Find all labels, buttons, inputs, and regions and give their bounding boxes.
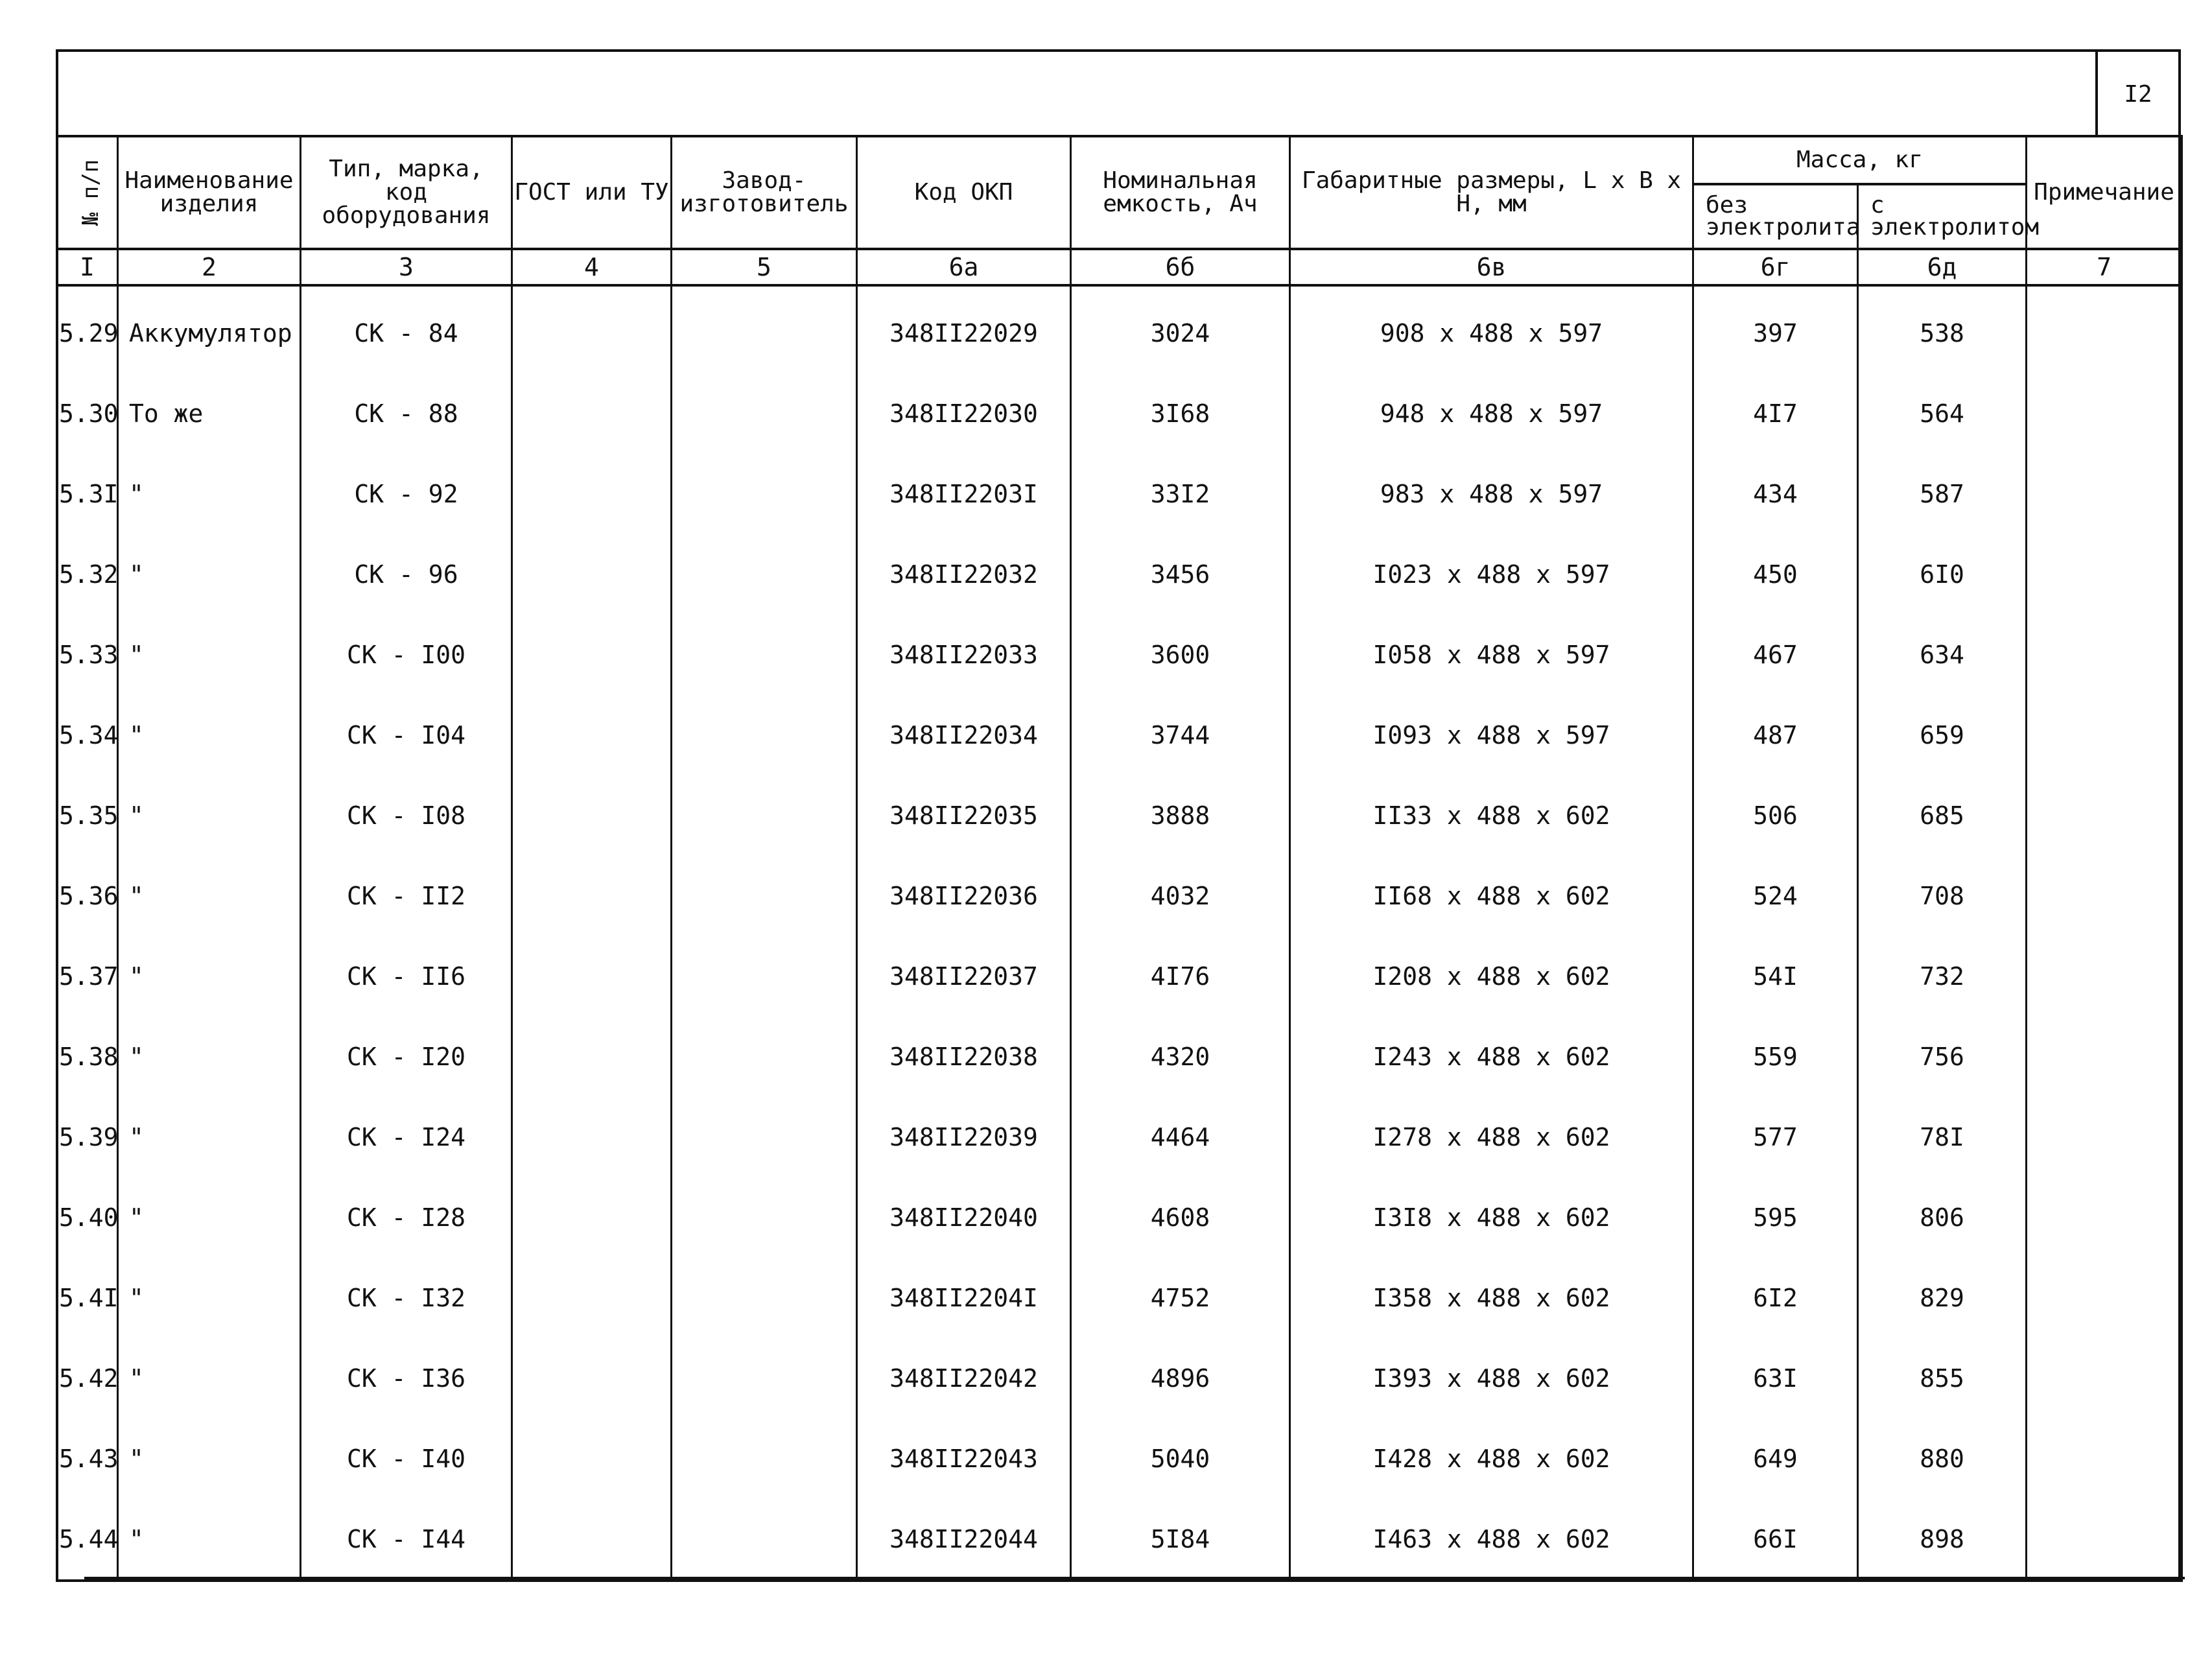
note-cell	[2027, 856, 2182, 936]
table-row	[57, 936, 2182, 1017]
okp-code: 348II22037	[857, 936, 1071, 1017]
product-type: СК - I00	[301, 615, 512, 695]
column-number: 6г	[1693, 249, 1858, 285]
capacity-value: 5040	[1071, 1419, 1290, 1499]
product-name: "	[118, 615, 301, 695]
maker-cell	[672, 856, 857, 936]
product-name: "	[118, 856, 301, 936]
dimensions-value: I3I8 x 488 x 602	[1290, 1177, 1693, 1258]
okp-code: 348II22029	[857, 285, 1071, 373]
capacity-value: 4320	[1071, 1017, 1290, 1097]
capacity-value: 4464	[1071, 1097, 1290, 1177]
column-number: 3	[301, 249, 512, 285]
header-type: Тип, марка, код оборудования	[301, 136, 512, 249]
okp-code: 348II22038	[857, 1017, 1071, 1097]
note-cell	[2027, 373, 2182, 454]
mass-dry-value: 467	[1693, 615, 1858, 695]
product-name: "	[118, 775, 301, 856]
maker-cell	[672, 936, 857, 1017]
table-row	[57, 373, 2182, 454]
okp-code: 348II2204I	[857, 1258, 1071, 1338]
header-note: Примечание	[2027, 136, 2182, 249]
note-cell	[2027, 695, 2182, 775]
mass-dry-value: 63I	[1693, 1338, 1858, 1419]
capacity-value: 3456	[1071, 534, 1290, 615]
capacity-value: 3I68	[1071, 373, 1290, 454]
capacity-value: 5I84	[1071, 1499, 1290, 1581]
row-index: 5.38	[57, 1017, 118, 1097]
product-type: СК - I32	[301, 1258, 512, 1338]
maker-cell	[672, 1097, 857, 1177]
note-cell	[2027, 1338, 2182, 1419]
dimensions-value: II68 x 488 x 602	[1290, 856, 1693, 936]
row-index: 5.39	[57, 1097, 118, 1177]
okp-code: 348II22042	[857, 1338, 1071, 1419]
column-number: 6в	[1290, 249, 1693, 285]
mass-dry-value: 4I7	[1693, 373, 1858, 454]
header-gost: ГОСТ или ТУ	[512, 136, 672, 249]
product-name: "	[118, 1419, 301, 1499]
okp-code: 348II22033	[857, 615, 1071, 695]
capacity-value: 4I76	[1071, 936, 1290, 1017]
mass-dry-value: 577	[1693, 1097, 1858, 1177]
note-cell	[2027, 936, 2182, 1017]
row-index: 5.29	[57, 285, 118, 373]
dimensions-value: I093 x 488 x 597	[1290, 695, 1693, 775]
row-index: 5.4I	[57, 1258, 118, 1338]
note-cell	[2027, 285, 2182, 373]
mass-wet-value: 880	[1858, 1419, 2027, 1499]
table-row	[57, 1097, 2182, 1177]
table-row	[57, 695, 2182, 775]
bottom-rule	[84, 1577, 2185, 1579]
table-row	[57, 1177, 2182, 1258]
gost-cell	[512, 1499, 672, 1581]
dimensions-value: 983 x 488 x 597	[1290, 454, 1693, 534]
okp-code: 348II22040	[857, 1177, 1071, 1258]
row-index: 5.37	[57, 936, 118, 1017]
product-type: СК - I44	[301, 1499, 512, 1581]
capacity-value: 3744	[1071, 695, 1290, 775]
mass-dry-value: 450	[1693, 534, 1858, 615]
product-name: "	[118, 1499, 301, 1581]
gost-cell	[512, 936, 672, 1017]
capacity-value: 4032	[1071, 856, 1290, 936]
product-name: "	[118, 1097, 301, 1177]
product-type: СК - I04	[301, 695, 512, 775]
okp-code: 348II22036	[857, 856, 1071, 936]
maker-cell	[672, 285, 857, 373]
dimensions-value: I393 x 488 x 602	[1290, 1338, 1693, 1419]
table-row	[57, 285, 2182, 373]
dimensions-value: I463 x 488 x 602	[1290, 1499, 1693, 1581]
column-number: 7	[2027, 249, 2182, 285]
product-type: СК - I24	[301, 1097, 512, 1177]
header-maker: Завод-изготовитель	[672, 136, 857, 249]
mass-dry-value: 397	[1693, 285, 1858, 373]
gost-cell	[512, 534, 672, 615]
note-cell	[2027, 1499, 2182, 1581]
product-type: СК - 96	[301, 534, 512, 615]
product-type: СК - 88	[301, 373, 512, 454]
column-number: 2	[118, 249, 301, 285]
mass-wet-value: 829	[1858, 1258, 2027, 1338]
table-row	[57, 1419, 2182, 1499]
mass-dry-value: 434	[1693, 454, 1858, 534]
capacity-value: 4896	[1071, 1338, 1290, 1419]
gost-cell	[512, 1338, 672, 1419]
maker-cell	[672, 1258, 857, 1338]
column-number: 4	[512, 249, 672, 285]
mass-wet-value: 538	[1858, 285, 2027, 373]
capacity-value: 4752	[1071, 1258, 1290, 1338]
okp-code: 348II22044	[857, 1499, 1071, 1581]
document-sheet	[56, 49, 2181, 1579]
note-cell	[2027, 1017, 2182, 1097]
okp-code: 348II2203I	[857, 454, 1071, 534]
product-name: "	[118, 1177, 301, 1258]
mass-wet-value: 756	[1858, 1017, 2027, 1097]
capacity-value: 3600	[1071, 615, 1290, 695]
mass-wet-value: 685	[1858, 775, 2027, 856]
maker-cell	[672, 373, 857, 454]
mass-dry-value: 54I	[1693, 936, 1858, 1017]
okp-code: 348II22043	[857, 1419, 1071, 1499]
product-name: Аккумулятор	[118, 285, 301, 373]
table-row	[57, 454, 2182, 534]
row-index: 5.40	[57, 1177, 118, 1258]
column-number-row	[57, 249, 2182, 285]
table-row	[57, 1258, 2182, 1338]
mass-dry-value: 6I2	[1693, 1258, 1858, 1338]
note-cell	[2027, 775, 2182, 856]
mass-dry-value: 506	[1693, 775, 1858, 856]
table-row	[57, 1338, 2182, 1419]
table-row	[57, 615, 2182, 695]
product-name: "	[118, 1017, 301, 1097]
product-type: СК - I08	[301, 775, 512, 856]
mass-wet-value: 78I	[1858, 1097, 2027, 1177]
row-index: 5.33	[57, 615, 118, 695]
product-type: СК - II6	[301, 936, 512, 1017]
mass-wet-value: 708	[1858, 856, 2027, 936]
okp-code: 348II22035	[857, 775, 1071, 856]
mass-dry-value: 649	[1693, 1419, 1858, 1499]
dimensions-value: II33 x 488 x 602	[1290, 775, 1693, 856]
row-index: 5.44	[57, 1499, 118, 1581]
row-index: 5.42	[57, 1338, 118, 1419]
mass-dry-value: 66I	[1693, 1499, 1858, 1581]
gost-cell	[512, 695, 672, 775]
dimensions-value: I243 x 488 x 602	[1290, 1017, 1693, 1097]
maker-cell	[672, 1338, 857, 1419]
equipment-table	[56, 135, 2183, 1582]
gost-cell	[512, 1419, 672, 1499]
header-name: Наименование изделия	[118, 136, 301, 249]
maker-cell	[672, 695, 857, 775]
mass-dry-value: 524	[1693, 856, 1858, 936]
table-row	[57, 534, 2182, 615]
table-body	[57, 285, 2182, 1581]
gost-cell	[512, 1097, 672, 1177]
maker-cell	[672, 454, 857, 534]
product-name: "	[118, 454, 301, 534]
column-number: 6д	[1858, 249, 2027, 285]
product-type: СК - I36	[301, 1338, 512, 1419]
table-header	[57, 136, 2182, 285]
header-mass-wet: с электролитом	[1858, 184, 2027, 249]
row-index: 5.43	[57, 1419, 118, 1499]
mass-dry-value: 487	[1693, 695, 1858, 775]
gost-cell	[512, 454, 672, 534]
gost-cell	[512, 856, 672, 936]
gost-cell	[512, 373, 672, 454]
note-cell	[2027, 1097, 2182, 1177]
row-index: 5.30	[57, 373, 118, 454]
note-cell	[2027, 1258, 2182, 1338]
mass-wet-value: 587	[1858, 454, 2027, 534]
mass-wet-value: 6I0	[1858, 534, 2027, 615]
product-type: СК - 92	[301, 454, 512, 534]
mass-wet-value: 898	[1858, 1499, 2027, 1581]
table-row	[57, 1017, 2182, 1097]
product-name: То же	[118, 373, 301, 454]
gost-cell	[512, 1258, 672, 1338]
maker-cell	[672, 1419, 857, 1499]
header-dims: Габаритные размеры, L x B x H, мм	[1290, 136, 1693, 249]
product-name: "	[118, 695, 301, 775]
row-index: 5.32	[57, 534, 118, 615]
dimensions-value: I428 x 488 x 602	[1290, 1419, 1693, 1499]
note-cell	[2027, 534, 2182, 615]
table-row	[57, 775, 2182, 856]
maker-cell	[672, 1499, 857, 1581]
gost-cell	[512, 775, 672, 856]
header-num: № п/п	[57, 136, 118, 249]
column-number: 6б	[1071, 249, 1290, 285]
dimensions-value: I058 x 488 x 597	[1290, 615, 1693, 695]
okp-code: 348II22034	[857, 695, 1071, 775]
row-index: 5.35	[57, 775, 118, 856]
product-type: СК - I20	[301, 1017, 512, 1097]
okp-code: 348II22030	[857, 373, 1071, 454]
dimensions-value: I278 x 488 x 602	[1290, 1097, 1693, 1177]
okp-code: 348II22032	[857, 534, 1071, 615]
row-index: 5.34	[57, 695, 118, 775]
capacity-value: 3888	[1071, 775, 1290, 856]
product-name: "	[118, 1258, 301, 1338]
dimensions-value: I023 x 488 x 597	[1290, 534, 1693, 615]
header-mass: Масса, кг	[1693, 136, 2027, 184]
product-type: СК - II2	[301, 856, 512, 936]
product-type: СК - I28	[301, 1177, 512, 1258]
mass-wet-value: 564	[1858, 373, 2027, 454]
maker-cell	[672, 615, 857, 695]
maker-cell	[672, 1177, 857, 1258]
mass-wet-value: 855	[1858, 1338, 2027, 1419]
product-name: "	[118, 1338, 301, 1419]
gost-cell	[512, 1017, 672, 1097]
dimensions-value: 948 x 488 x 597	[1290, 373, 1693, 454]
header-okp: Код ОКП	[857, 136, 1071, 249]
gost-cell	[512, 285, 672, 373]
dimensions-value: I208 x 488 x 602	[1290, 936, 1693, 1017]
column-number: 6а	[857, 249, 1071, 285]
header-mass-dry: без электролита	[1693, 184, 1858, 249]
table-row	[57, 1499, 2182, 1581]
maker-cell	[672, 1017, 857, 1097]
product-type: СК - 84	[301, 285, 512, 373]
column-number: 5	[672, 249, 857, 285]
product-type: СК - I40	[301, 1419, 512, 1499]
mass-wet-value: 659	[1858, 695, 2027, 775]
column-number: I	[57, 249, 118, 285]
capacity-value: 4608	[1071, 1177, 1290, 1258]
okp-code: 348II22039	[857, 1097, 1071, 1177]
maker-cell	[672, 775, 857, 856]
maker-cell	[672, 534, 857, 615]
header-capacity: Номинальная емкость, Ач	[1071, 136, 1290, 249]
note-cell	[2027, 1419, 2182, 1499]
capacity-value: 33I2	[1071, 454, 1290, 534]
note-cell	[2027, 615, 2182, 695]
capacity-value: 3024	[1071, 285, 1290, 373]
product-name: "	[118, 534, 301, 615]
mass-wet-value: 806	[1858, 1177, 2027, 1258]
dimensions-value: I358 x 488 x 602	[1290, 1258, 1693, 1338]
product-name: "	[118, 936, 301, 1017]
mass-wet-value: 634	[1858, 615, 2027, 695]
page-number: I2	[2095, 52, 2178, 136]
mass-wet-value: 732	[1858, 936, 2027, 1017]
mass-dry-value: 595	[1693, 1177, 1858, 1258]
dimensions-value: 908 x 488 x 597	[1290, 285, 1693, 373]
row-index: 5.36	[57, 856, 118, 936]
gost-cell	[512, 1177, 672, 1258]
row-index: 5.3I	[57, 454, 118, 534]
note-cell	[2027, 454, 2182, 534]
note-cell	[2027, 1177, 2182, 1258]
table-row	[57, 856, 2182, 936]
mass-dry-value: 559	[1693, 1017, 1858, 1097]
gost-cell	[512, 615, 672, 695]
